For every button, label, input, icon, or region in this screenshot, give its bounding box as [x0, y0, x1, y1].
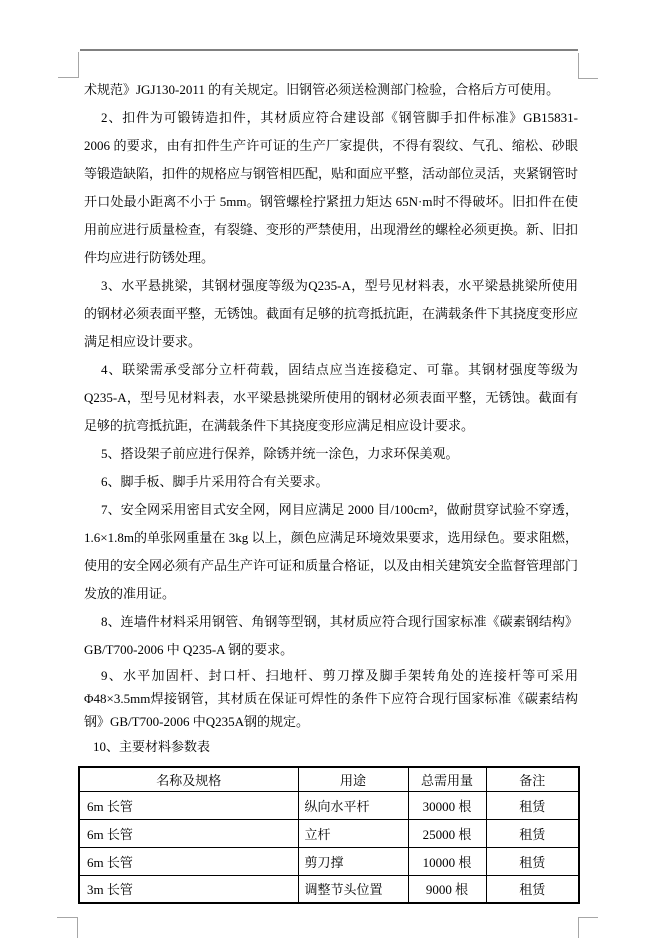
paragraph: 10、主要材料参数表	[93, 739, 211, 754]
table-header-row	[79, 767, 579, 791]
table-cell: 10000 根	[408, 847, 486, 875]
table-header-cell: 用途	[298, 767, 408, 791]
table-cell: 立杆	[298, 819, 408, 847]
table-cell: 6m 长管	[79, 791, 298, 819]
paragraph: 2、扣件为可锻铸造扣件，其材质应符合建设部《钢管脚手扣件标准》GB15831-2006 的要求，由有扣件生产许可证的生产厂家提供，不得有裂纹、气孔、缩松、砂眼等锻造缺陷，扣件的规格应与钢管相匹配，贴和面应平整，活动部位灵活，夹紧钢管时开口处最小距离不小于 5mm。钢管螺栓拧紧扭力矩达 65N·m时不得破坏。旧扣件在使用前应进行质量检查，有裂缝、变形的严禁使用，出现滑丝的螺栓必须更换。新、旧扣件均应进行防锈处理。	[84, 110, 579, 265]
table-cell: 9000 根	[408, 875, 486, 903]
paragraph: 5、搭设架子前应进行保养，除锈并统一涂色，力求环保美观。	[101, 446, 459, 461]
table-cell: 租赁	[486, 819, 579, 847]
text-boundary-mark-top-right	[578, 53, 598, 79]
table-header-cell: 备注	[486, 767, 579, 791]
paragraph: 3、水平悬挑梁，其钢材强度等级为Q235-A，型号见材料表，水平梁悬挑梁所使用的钢材必须表面平整，无锈蚀。截面有足够的抗弯抵抗距，在满载条件下其挠度变形应满足相应设计要求。	[84, 278, 579, 349]
paragraph-list	[84, 76, 578, 761]
paragraph: 术规范》JGJ130-2011 的有关规定。旧钢管必须送检测部门检验，合格后方可使用。	[84, 82, 560, 97]
text-boundary-mark-bottom-left	[57, 917, 78, 938]
table-cell: 调整节头位置	[298, 875, 408, 903]
table-cell: 剪刀撑	[298, 847, 408, 875]
document-content	[84, 76, 578, 904]
paragraph: 4、联梁需承受部分立杆荷载，固结点应当连接稳定、可靠。其钢材强度等级为 Q235-A，型号见材料表，水平梁悬挑梁所使用的钢材必须表面平整，无锈蚀。截面有足够的抗弯抵抗距，在满载条件下其挠度变形应满足相应设计要求。	[84, 362, 578, 433]
table-cell: 租赁	[486, 875, 579, 903]
table-cell: 纵向水平杆	[298, 791, 408, 819]
table-row	[79, 875, 579, 903]
text-boundary-mark-top-left	[58, 52, 79, 78]
table-cell: 租赁	[486, 847, 579, 875]
table-header-cell: 名称及规格	[79, 767, 298, 791]
header-divider-line	[80, 49, 578, 51]
table-cell: 25000 根	[408, 819, 486, 847]
table-cell: 6m 长管	[79, 847, 298, 875]
paragraph: 6、脚手板、脚手片采用符合有关要求。	[101, 474, 329, 489]
table-cell: 租赁	[486, 791, 579, 819]
table-row	[79, 791, 579, 819]
text-boundary-mark-bottom-right	[578, 917, 598, 938]
paragraph: 8、连墙件材料采用钢管、角钢等型钢，其材质应符合现行国家标准《碳素钢结构》GB/T700-2006 中 Q235-A 钢的要求。	[84, 614, 578, 657]
table-row	[79, 847, 579, 875]
table-row	[79, 819, 579, 847]
table-cell: 30000 根	[408, 791, 486, 819]
table-header-cell: 总需用量	[408, 767, 486, 791]
materials-parameter-table	[78, 766, 580, 904]
table-cell: 6m 长管	[79, 819, 298, 847]
paragraph: 9、水平加固杆、封口杆、扫地杆、剪刀撑及脚手架转角处的连接杆等可采用 Φ48×3.5mm焊接钢管，其材质在保证可焊性的条件下应符合现行国家标准《碳素结构钢》GB/T700-2006 中Q235A钢的规定。	[84, 668, 578, 729]
table-cell: 3m 长管	[79, 875, 298, 903]
paragraph: 7、安全网采用密目式安全网，网目应满足 2000 目/100cm²，做耐贯穿试验不穿透，1.6×1.8m的单张网重量在 3kg 以上，颜色应满足环境效果要求，选用绿色。要求阻燃，使用的安全网必须有产品生产许可证和质量合格证，以及由相关建筑安全监督管理部门发放的准用证。	[84, 502, 579, 601]
